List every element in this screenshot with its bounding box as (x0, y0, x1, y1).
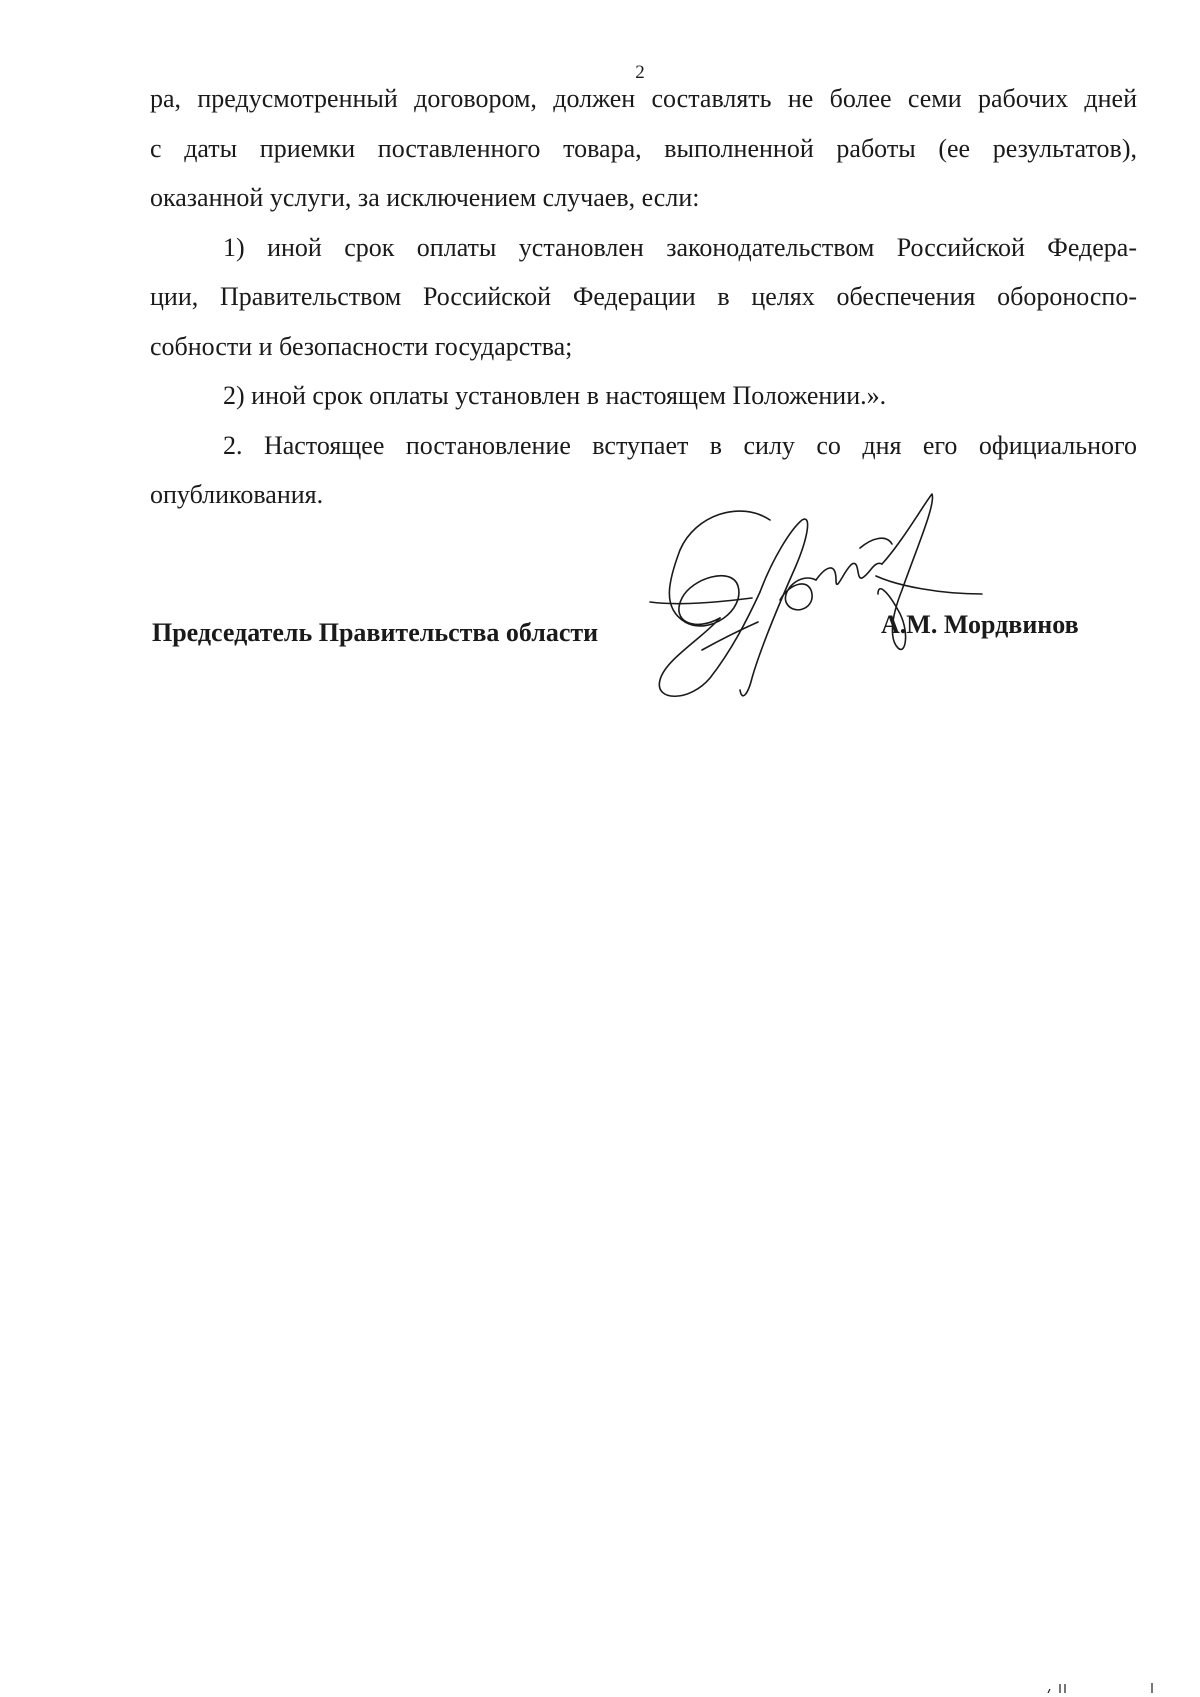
page-number: 2 (635, 62, 645, 83)
scan-artifact-mark (1042, 1681, 1162, 1693)
text-line: ра, предусмотренный договором, должен составлять не более семи рабочих дней (150, 84, 1137, 113)
text-line: 2) иной срок оплаты установлен в настоящем Положении.». (223, 381, 887, 410)
text-line: ции, Правительством Российской Федерации в целях обеспечения обороноспо- (150, 282, 1137, 311)
text-line: 2. Настоящее постановление вступает в силу со дня его официального (223, 430, 1137, 460)
document-body (150, 74, 1137, 520)
text-line: опубликования. (150, 480, 324, 509)
text-line: с даты приемки поставленного товара, выполненной работы (ее результатов), (150, 133, 1137, 163)
text-line: собности и безопасности государства; (150, 331, 573, 361)
text-line: 1) иной срок оплаты установлен законодательством Российской Федера- (223, 232, 1137, 262)
signatory-name: А.М. Мордвинов (881, 610, 1079, 639)
signatory-title: Председатель Правительства области (152, 618, 599, 647)
text-line: оказанной услуги, за исключением случаев, если: (150, 183, 700, 212)
